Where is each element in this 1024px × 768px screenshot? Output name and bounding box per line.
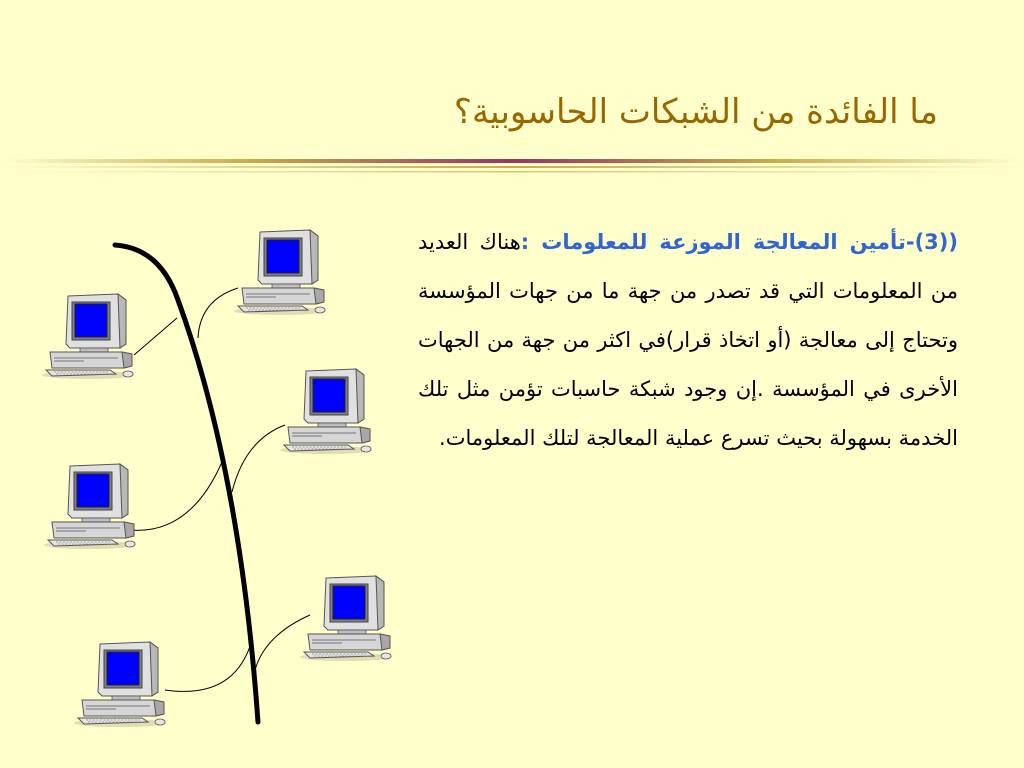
point-lead: هناك: [468, 230, 521, 254]
network-diagram: [0, 215, 420, 768]
link-line: [130, 462, 222, 530]
link-line: [134, 318, 177, 355]
title-divider: [0, 156, 1024, 178]
computer-icon: [300, 576, 392, 661]
point-colon: :: [520, 230, 542, 254]
computer-icon: [74, 642, 166, 727]
computer-icon: [280, 369, 372, 454]
link-line: [198, 288, 238, 338]
link-line: [232, 425, 285, 492]
link-line: [165, 640, 252, 691]
computer-icon: [42, 294, 134, 379]
slide-title: ما الفائدة من الشبكات الحاسوبية؟: [453, 92, 938, 132]
point-text: العديد من المعلومات التي قد تصدر من جهة ما من جهات المؤسسة وتحتاج إلى معالجة (أو اتخاذ قرار)في اكثر من جهة من الجهات الأخرى في المؤسسة .إن وجود شبكة حاسبات تؤمن مثل تلك الخدمة بسهولة بحيث تسرع عملية المعالجة لتلك المعلومات.: [418, 230, 958, 450]
point-heading: -تأمين المعالجة الموزعة للمعلومات: [541, 230, 915, 254]
link-line: [255, 615, 310, 670]
computer-icon: [234, 230, 326, 315]
body-paragraph: [418, 218, 958, 463]
computer-icon: [44, 464, 136, 549]
point-number: ((3): [914, 230, 958, 254]
